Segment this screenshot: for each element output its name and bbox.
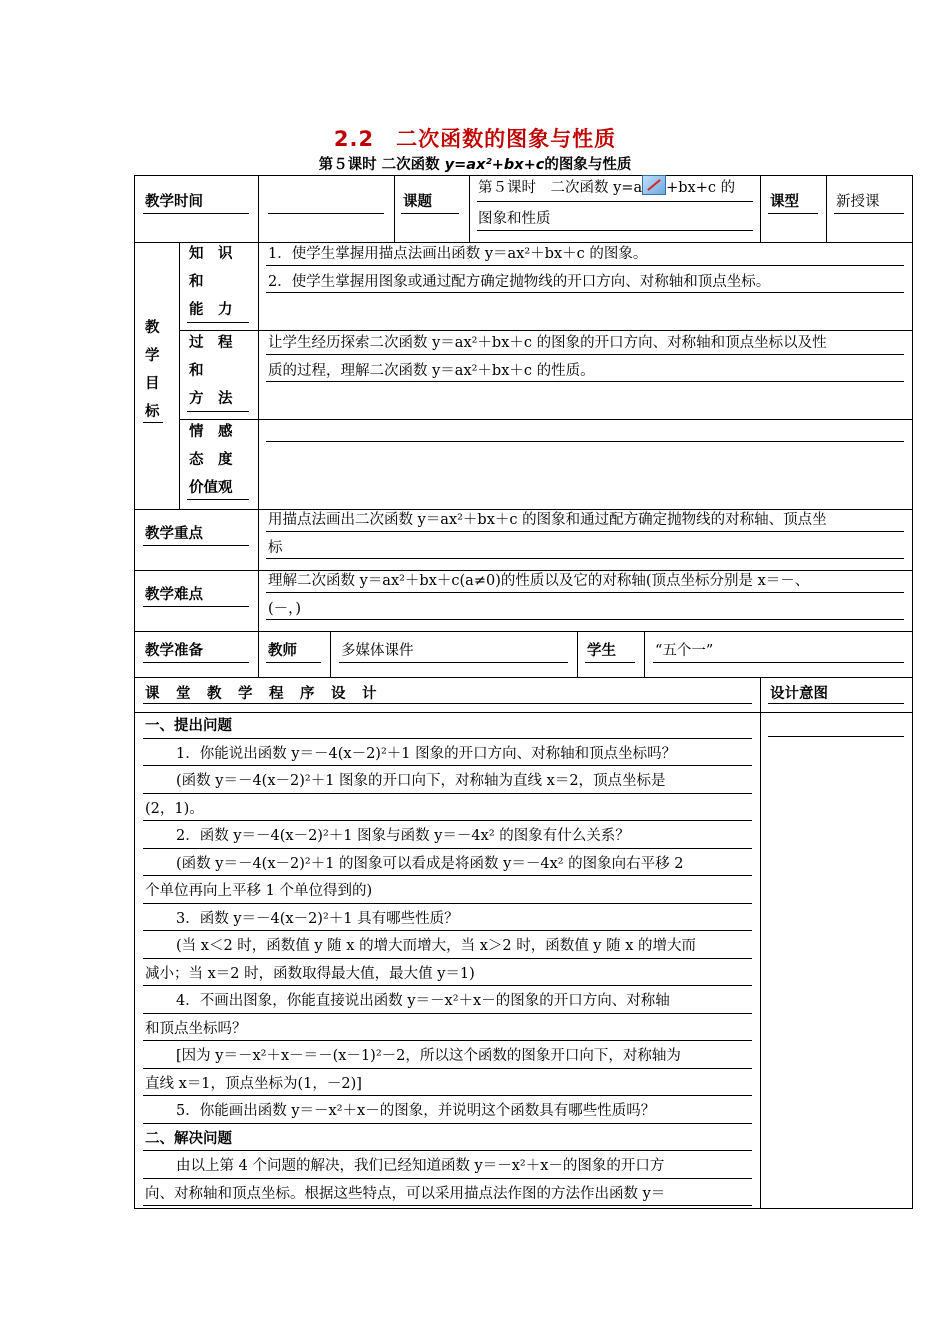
knowledge-line: 1．使学生掌握用描点法画出函数 y＝ax²＋bx＋c 的图象。 — [268, 246, 648, 262]
program-line: 1．你能说出函数 y＝－4(x－2)²＋1 图象的开口方向、对称轴和顶点坐标吗？ — [176, 745, 677, 762]
topic-value — [478, 174, 735, 202]
emotion-label — [189, 418, 233, 502]
program-line: 3．函数 y＝－4(x－2)²＋1 具有哪些性质？ — [176, 910, 459, 927]
program-label: 课 堂 教 学 程 序 设 计 — [145, 686, 378, 702]
topic-value-part2: +bx+c 的 — [666, 180, 736, 196]
student-label: 学生 — [587, 643, 616, 659]
process-line: 让学生经历探索二次函数 y＝ax²＋bx＋c 的图象的开口方向、对称轴和顶点坐标以及性 — [268, 335, 827, 351]
type-value: 新授课 — [836, 194, 880, 210]
program-line: 由以上第 4 个问题的解决，我们已经知道函数 y＝－x²＋x－的图象的开口方 — [176, 1158, 665, 1174]
teacher-value: 多媒体课件 — [341, 643, 414, 659]
program-line: (当 x＜2 时，函数值 y 随 x 的增大而增大，当 x＞2 时，函数值 y 随 x 的增大而 — [176, 938, 697, 954]
topic-value-line2: 图象和性质 — [478, 211, 551, 227]
difficulty-text — [268, 567, 809, 623]
goals-label-char: 标 — [145, 404, 160, 420]
program-line: 5．你能画出函数 y＝－x²＋x－的图象，并说明这个函数具有哪些性质吗？ — [176, 1103, 656, 1119]
program-line: 直线 x＝1，顶点坐标为(1，－2)] — [145, 1075, 362, 1092]
topic-value-part1: 第５课时 二次函数 y=a — [478, 180, 643, 196]
topic-label: 课题 — [403, 194, 432, 210]
program-line: [因为 y＝－x²＋x－＝－(x－1)²－2，所以这个函数的图象开口向下，对称轴为 — [176, 1048, 681, 1064]
difficulty-label: 教学难点 — [145, 587, 203, 603]
goals-label-char: 目 — [145, 376, 160, 392]
keypoint-text — [268, 506, 827, 562]
knowledge-label — [189, 240, 233, 324]
emotion-label-line: 态 度 — [189, 452, 233, 468]
knowledge-label-line: 和 — [189, 274, 204, 290]
difficulty-line: 理解二次函数 y＝ax²＋bx＋c(a≠0)的性质以及它的对称轴(顶点坐标分别是 x＝－、 — [268, 573, 810, 589]
section-heading: 二、解决问题 — [145, 1130, 232, 1147]
page-title: 2.2 二次函数的图象与性质 — [333, 127, 617, 151]
program-line: 个单位再向上平移 1 个单位得到的) — [145, 883, 373, 899]
program-line: 向、对称轴和顶点坐标。根据这些特点，可以采用描点法作图的方法作出函数 y＝ — [145, 1185, 666, 1202]
subtitle-prefix: 第５课时 二次函数 — [318, 157, 445, 173]
image-placeholder-icon — [642, 175, 666, 195]
process-line: 质的过程，理解二次函数 y＝ax²＋bx＋c 的性质。 — [268, 363, 595, 379]
subtitle-formula: y=ax²+bx+c — [444, 157, 545, 173]
teacher-label: 教师 — [268, 643, 297, 659]
knowledge-text — [268, 240, 770, 296]
process-label-line: 和 — [189, 363, 204, 379]
program-line: 减小；当 x＝2 时，函数取得最大值，最大值 y＝1) — [145, 965, 475, 982]
program-line: 2．函数 y＝－4(x－2)²＋1 图象与函数 y＝－4x² 的图象有什么关系？ — [176, 828, 630, 844]
subtitle-suffix: 的图象与性质 — [544, 157, 632, 173]
type-label: 课型 — [770, 194, 799, 210]
goals-label-char: 学 — [145, 348, 160, 364]
design-intent-label: 设计意图 — [770, 686, 828, 702]
goals-label-char: 教 — [145, 320, 160, 336]
program-line: 4．不画出图象，你能直接说出函数 y＝－x²＋x－的图象的开口方向、对称轴 — [176, 993, 670, 1009]
keypoint-line: 标 — [268, 540, 283, 556]
goals-label — [145, 314, 160, 426]
program-line: (2，1)。 — [145, 800, 204, 817]
prep-label: 教学准备 — [145, 643, 203, 659]
program-line: (函数 y＝－4(x－2)²＋1 的图象可以看成是将函数 y＝－4x² 的图象向右平移 2 — [176, 855, 684, 872]
keypoint-label: 教学重点 — [145, 526, 203, 542]
emotion-label-line: 情 感 — [189, 424, 233, 440]
process-label — [189, 329, 233, 413]
knowledge-label-line: 知 识 — [189, 246, 233, 262]
page-subtitle — [0, 153, 950, 174]
keypoint-line: 用描点法画出二次函数 y＝ax²＋bx＋c 的图象和通过配方确定抛物线的对称轴、顶点坐 — [268, 512, 827, 528]
knowledge-line: 2．使学生掌握用图象或通过配方确定抛物线的开口方向、对称轴和顶点坐标。 — [268, 274, 771, 290]
time-label: 教学时间 — [145, 194, 203, 210]
student-value: “五个一” — [655, 643, 714, 659]
section-heading: 一、提出问题 — [145, 718, 232, 734]
program-line: (函数 y＝－4(x－2)²＋1 图象的开口向下，对称轴为直线 x＝2，顶点坐标是 — [176, 773, 666, 789]
knowledge-label-line: 能 力 — [189, 302, 233, 318]
program-line: 和顶点坐标吗？ — [145, 1020, 247, 1037]
emotion-label-line: 价值观 — [189, 480, 233, 496]
process-label-line: 过 程 — [189, 335, 233, 351]
process-label-line: 方 法 — [189, 391, 233, 407]
process-text — [268, 329, 827, 385]
difficulty-line: (－，) — [268, 601, 302, 617]
